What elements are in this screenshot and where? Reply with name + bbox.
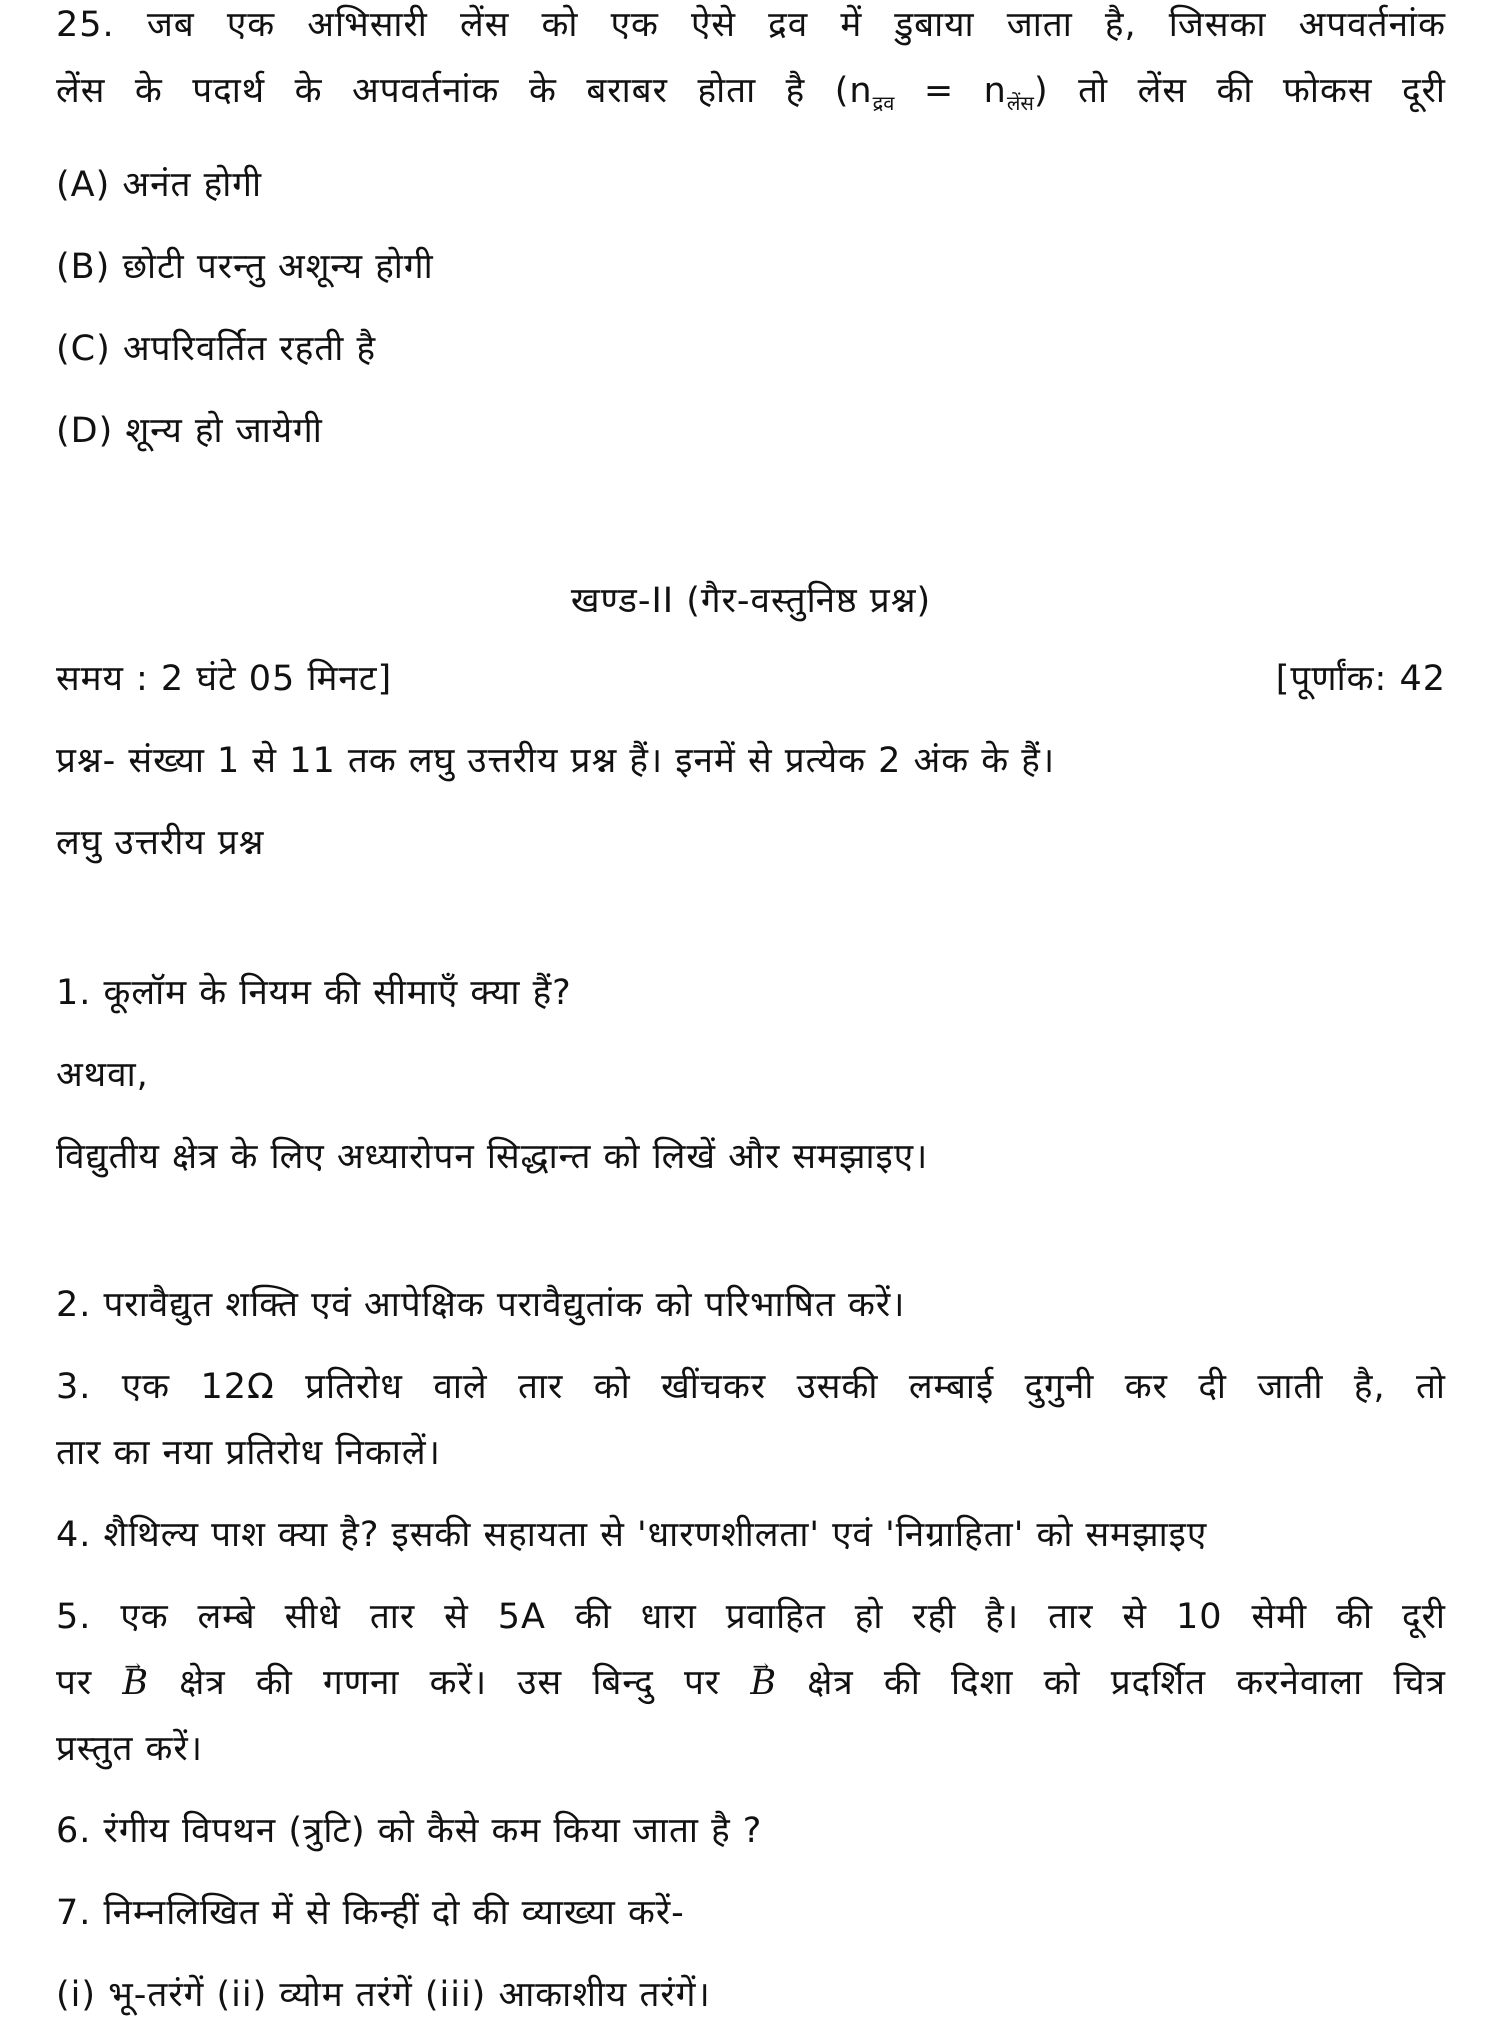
q3-line-2: तार का नया प्रतिरोध निकालें।: [56, 1433, 441, 1473]
q5-line-2: [56, 1658, 1446, 1708]
question-4: 4. शैथिल्य पाश क्या है? इसकी सहायता से 'धारणशीलता' एवं 'निग्राहिता' को समझाइए: [56, 1515, 1208, 1555]
short-answer-subheading: लघु उत्तरीय प्रश्न: [56, 823, 265, 863]
instruction-text: प्रश्न- संख्या 1 से 11 तक लघु उत्तरीय प्रश्न हैं। इनमें से प्रत्येक 2 अंक के हैं।: [56, 741, 1056, 781]
exam-page: [56, 0, 1446, 2020]
q5-line-2-mid: क्षेत्र की गणना करें। उस बिन्दु पर: [149, 1663, 751, 1703]
q25-line-2-post: ) तो लेंस की फोकस दूरी: [1033, 71, 1446, 111]
q25-line-1: 25. जब एक अभिसारी लेंस को एक ऐसे द्रव में डुबाया जाता है, जिसका अपवर्तनांक: [56, 5, 1446, 45]
q25-option-a: (A) अनंत होगी: [56, 165, 263, 205]
q25-option-d: (D) शून्य हो जायेगी: [56, 411, 323, 451]
question-7: [56, 1888, 1446, 2020]
q25-line-2-mid: = n: [894, 71, 1007, 111]
time-label: समय : 2 घंटे 05 मिनट]: [56, 659, 393, 699]
q7-parts: (i) भू-तरंगें (ii) व्योम तरंगें (iii) आकाशीय तरंगें।: [56, 1975, 711, 2015]
question-1: [56, 968, 1446, 1182]
question-3: [56, 1362, 1446, 1478]
time-marks-row: [56, 654, 1446, 704]
q1-text: 1. कूलॉम के नियम की सीमाएँ क्या हैं?: [56, 973, 572, 1013]
q1-alternative: विद्युतीय क्षेत्र के लिए अध्यारोपन सिद्धान्त को लिखें और समझाइए।: [56, 1137, 929, 1177]
q3-line-1: 3. एक 12Ω प्रतिरोध वाले तार को खींचकर उसकी लम्बाई दुगुनी कर दी जाती है, तो: [56, 1367, 1446, 1407]
b-vector-symbol: → B: [122, 1663, 149, 1703]
q25-line-2-pre: लेंस के पदार्थ के अपवर्तनांक के बराबर होता है (n: [56, 71, 873, 111]
q25-option-b: (B) छोटी परन्तु अशून्य होगी: [56, 247, 434, 287]
q7-text: 7. निम्नलिखित में से किन्हीं दो की व्याख्या करें-: [56, 1893, 685, 1933]
question-6: 6. रंगीय विपथन (त्रुटि) को कैसे कम किया जाता है ?: [56, 1811, 763, 1851]
q5-line-2-post: क्षेत्र की दिशा को प्रदर्शित करनेवाला चित्र: [777, 1663, 1446, 1703]
q25-subscript-lens: लेंस: [1006, 91, 1034, 115]
question-2: 2. परावैद्युत शक्ति एवं आपेक्षिक परावैद्युतांक को परिभाषित करें।: [56, 1285, 906, 1325]
q5-line-2-pre: पर: [56, 1663, 123, 1703]
q25-subscript-liquid: द्रव: [872, 91, 895, 115]
q25-line-2: [56, 66, 1446, 128]
question-5: [56, 1592, 1446, 1774]
section-heading: खण्ड-II (गैर-वस्तुनिष्ठ प्रश्न): [570, 581, 932, 621]
q5-line-1: 5. एक लम्बे सीधे तार से 5A की धारा प्रवाहित हो रही है। तार से 10 सेमी की दूरी: [56, 1597, 1446, 1637]
q1-or: अथवा,: [56, 1055, 149, 1095]
b-vector-symbol: → B: [750, 1663, 777, 1703]
q25-option-c: (C) अपरिवर्तित रहती है: [56, 329, 377, 369]
full-marks-label: [पूर्णांक: 42: [1275, 659, 1446, 699]
q5-line-3: प्रस्तुत करें।: [56, 1729, 204, 1769]
question-25: [56, 0, 1446, 456]
